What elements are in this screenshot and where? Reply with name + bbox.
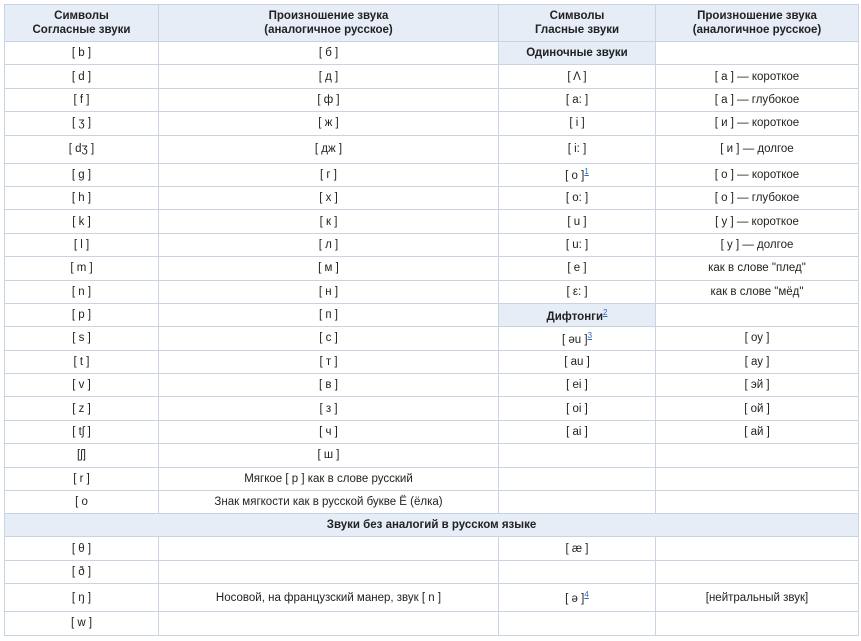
vowel-symbol: [ ai ]	[499, 420, 656, 443]
vowel-symbol-text: [ ə ]	[565, 593, 585, 606]
consonant-pronunciation: [ х ]	[159, 186, 499, 209]
vowel-pronunciation	[656, 560, 859, 583]
phonetics-table-container	[4, 4, 858, 636]
table-row	[5, 42, 859, 65]
table-row	[5, 350, 859, 373]
consonant-pronunciation: [ в ]	[159, 374, 499, 397]
consonant-symbol: [ d ]	[5, 65, 159, 88]
subheader-single-sounds: Одиночные звуки	[499, 42, 656, 65]
vowel-pronunciation: [ о ] — глубокое	[656, 186, 859, 209]
header-vowels-line2: Гласные звуки	[534, 24, 620, 36]
consonant-pronunciation: [ с ]	[159, 327, 499, 350]
vowel-symbol: [ au ]	[499, 350, 656, 373]
consonant-symbol: [ z ]	[5, 397, 159, 420]
table-row	[5, 612, 859, 635]
table-row	[5, 560, 859, 583]
vowel-pronunciation: [ и ] — короткое	[656, 112, 859, 135]
vowel-symbol: [ a: ]	[499, 88, 656, 111]
consonant-pronunciation	[159, 612, 499, 635]
vowel-symbol-text: [ əu ]	[561, 333, 588, 346]
consonant-symbol: [ t ]	[5, 350, 159, 373]
phonetics-table	[4, 4, 859, 636]
vowel-pronunciation: [ у ] — долгое	[656, 233, 859, 256]
vowel-symbol: [ o: ]	[499, 186, 656, 209]
consonant-symbol: [ h ]	[5, 186, 159, 209]
header-row	[5, 5, 859, 42]
subheader-diphthongs-text: Дифтонги	[546, 310, 604, 323]
consonant-symbol: [ l ]	[5, 233, 159, 256]
consonant-pronunciation: [ д ]	[159, 65, 499, 88]
consonant-pronunciation: [ п ]	[159, 303, 499, 326]
header-consonants-pron-line2: (аналогичное русское)	[264, 24, 393, 36]
vowel-symbol: [ e ]	[499, 257, 656, 280]
consonant-symbol: [ n ]	[5, 280, 159, 303]
section-row	[5, 514, 859, 537]
consonant-symbol: [ ð ]	[5, 560, 159, 583]
section-title-no-analogues: Звуки без аналогий в русском языке	[5, 514, 859, 537]
table-row	[5, 491, 859, 514]
subheader-diphthongs	[499, 303, 656, 326]
vowel-symbol	[499, 584, 656, 612]
vowel-symbol: [ oi ]	[499, 397, 656, 420]
table-row	[5, 303, 859, 326]
vowel-pronunciation: как в слове "плед"	[656, 257, 859, 280]
table-row	[5, 397, 859, 420]
consonant-pronunciation: [ г ]	[159, 163, 499, 186]
consonant-symbol: [ʃ]	[5, 444, 159, 467]
vowel-symbol: [ Λ ]	[499, 65, 656, 88]
header-consonants	[5, 5, 159, 42]
vowel-pronunciation	[656, 42, 859, 65]
vowel-pronunciation	[656, 612, 859, 635]
consonant-symbol: [ f ]	[5, 88, 159, 111]
vowel-symbol	[499, 444, 656, 467]
vowel-pronunciation	[656, 444, 859, 467]
table-row	[5, 327, 859, 350]
consonant-symbol: [ g ]	[5, 163, 159, 186]
table-row	[5, 88, 859, 111]
vowel-pronunciation: [ эй ]	[656, 374, 859, 397]
table-row	[5, 584, 859, 612]
vowel-symbol	[499, 467, 656, 490]
consonant-symbol: [ p ]	[5, 303, 159, 326]
vowel-symbol: [ æ ]	[499, 537, 656, 560]
table-row	[5, 374, 859, 397]
vowel-symbol	[499, 560, 656, 583]
consonant-pronunciation: [ н ]	[159, 280, 499, 303]
table-row	[5, 467, 859, 490]
vowel-pronunciation: [ ой ]	[656, 397, 859, 420]
vowel-symbol	[499, 491, 656, 514]
consonant-symbol: [ b ]	[5, 42, 159, 65]
consonant-pronunciation: [ к ]	[159, 210, 499, 233]
vowel-symbol: [ u ]	[499, 210, 656, 233]
vowel-pronunciation: как в слове "мёд"	[656, 280, 859, 303]
vowel-symbol	[499, 327, 656, 350]
consonant-pronunciation	[159, 537, 499, 560]
table-row	[5, 65, 859, 88]
vowel-symbol: [ i: ]	[499, 135, 656, 163]
vowel-symbol: [ ε: ]	[499, 280, 656, 303]
consonant-symbol: [ θ ]	[5, 537, 159, 560]
consonant-pronunciation: [ б ]	[159, 42, 499, 65]
header-vowels-pron-line2: (аналогичное русское)	[692, 24, 822, 36]
consonant-symbol: [ r ]	[5, 467, 159, 490]
consonant-symbol: [ tʃ ]	[5, 420, 159, 443]
consonant-pronunciation: [ т ]	[159, 350, 499, 373]
consonant-pronunciation: [ ф ]	[159, 88, 499, 111]
consonant-symbol: [ s ]	[5, 327, 159, 350]
vowel-symbol-text: [ o ]	[565, 170, 585, 183]
header-vowels-line1: Символы	[549, 10, 605, 22]
consonant-pronunciation: [ ш ]	[159, 444, 499, 467]
footnote-link-4[interactable]: 4	[584, 590, 589, 600]
footnote-link-2[interactable]: 2	[603, 307, 608, 317]
table-row	[5, 420, 859, 443]
consonant-symbol: [ w ]	[5, 612, 159, 635]
table-row	[5, 163, 859, 186]
table-row	[5, 233, 859, 256]
vowel-symbol	[499, 612, 656, 635]
consonant-pronunciation	[159, 560, 499, 583]
header-consonants-pron	[159, 5, 499, 42]
table-row	[5, 135, 859, 163]
vowel-symbol: [ i ]	[499, 112, 656, 135]
consonant-symbol: [ v ]	[5, 374, 159, 397]
consonant-symbol: [ m ]	[5, 257, 159, 280]
vowel-pronunciation: [ и ] — долгое	[656, 135, 859, 163]
consonant-symbol: [ ŋ ]	[5, 584, 159, 612]
consonant-pronunciation: Мягкое [ р ] как в слове русский	[159, 467, 499, 490]
consonant-symbol: [ k ]	[5, 210, 159, 233]
vowel-symbol: [ ei ]	[499, 374, 656, 397]
header-consonants-line2: Согласные звуки	[32, 24, 131, 36]
vowel-pronunciation: [ у ] — короткое	[656, 210, 859, 233]
table-row	[5, 112, 859, 135]
vowel-pronunciation: [ ау ]	[656, 350, 859, 373]
vowel-pronunciation: [нейтральный звук]	[656, 584, 859, 612]
vowel-pronunciation	[656, 467, 859, 490]
table-row	[5, 210, 859, 233]
header-consonants-pron-line1: Произношение звука	[268, 10, 389, 22]
consonant-symbol: [ ʒ ]	[5, 112, 159, 135]
vowel-pronunciation	[656, 491, 859, 514]
consonant-pronunciation: [ дж ]	[159, 135, 499, 163]
consonant-pronunciation: Знак мягкости как в русской букве Ё (ёлка)	[159, 491, 499, 514]
header-vowels-pron-line1: Произношение звука	[697, 10, 817, 22]
table-row	[5, 257, 859, 280]
vowel-symbol	[499, 163, 656, 186]
consonant-pronunciation: [ ч ]	[159, 420, 499, 443]
footnote-link-1[interactable]: 1	[584, 167, 589, 177]
vowel-pronunciation: [ оу ]	[656, 327, 859, 350]
vowel-symbol: [ u: ]	[499, 233, 656, 256]
footnote-link-3[interactable]: 3	[587, 331, 593, 341]
consonant-pronunciation: [ л ]	[159, 233, 499, 256]
vowel-pronunciation	[656, 537, 859, 560]
consonant-pronunciation: [ з ]	[159, 397, 499, 420]
table-row	[5, 186, 859, 209]
vowel-pronunciation: [ ай ]	[656, 420, 859, 443]
consonant-symbol: [ o	[5, 491, 159, 514]
consonant-pronunciation: [ ж ]	[159, 112, 499, 135]
vowel-pronunciation: [ а ] — глубокое	[656, 88, 859, 111]
vowel-pronunciation: [ о ] — короткое	[656, 163, 859, 186]
table-row	[5, 444, 859, 467]
header-vowels-pron	[656, 5, 859, 42]
header-consonants-line1: Символы	[54, 10, 109, 22]
consonant-pronunciation: Носовой, на французский манер, звук [ n ]	[159, 584, 499, 612]
vowel-pronunciation: [ а ] — короткое	[656, 65, 859, 88]
table-row	[5, 537, 859, 560]
consonant-symbol: [ dʒ ]	[5, 135, 159, 163]
header-vowels	[499, 5, 656, 42]
table-row	[5, 280, 859, 303]
vowel-pronunciation	[656, 303, 859, 326]
consonant-pronunciation: [ м ]	[159, 257, 499, 280]
